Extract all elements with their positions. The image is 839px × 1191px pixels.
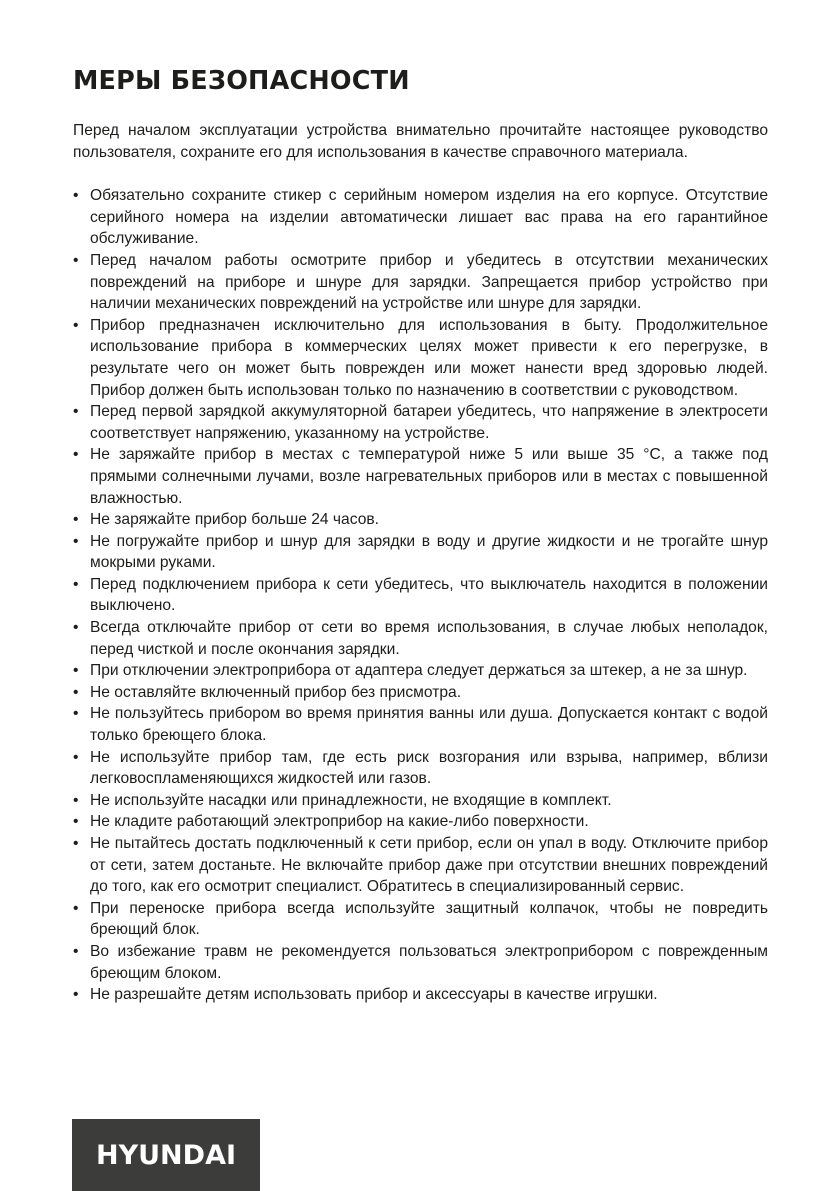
bullet-icon: • (73, 251, 79, 269)
bullet-icon: • (73, 899, 79, 917)
safety-rule-text: Во избежание травм не рекомендуется пользоваться электроприбором с поврежденным бреющим блоком. (90, 942, 768, 982)
safety-rule-item (73, 250, 768, 315)
safety-rule-item (73, 941, 768, 984)
safety-rule-item (73, 747, 768, 790)
bullet-icon: • (73, 683, 79, 701)
safety-rule-item (73, 790, 768, 812)
bullet-icon: • (73, 986, 79, 1004)
safety-rule-item (73, 833, 768, 898)
safety-rule-text: Перед началом работы осмотрите прибор и убедитесь в отсутствии механических повреждений на приборе и шнуре для зарядки. Запрещается прибор устройство при наличии механических повреждений на устройстве или шнуре для зарядки. (90, 251, 768, 313)
safety-rule-text: Не заряжайте прибор в местах с температурой ниже 5 или выше 35 °С, а также под прямыми солнечными лучами, возле нагревательных приборов или в местах с повышенной влажностью. (90, 446, 768, 507)
safety-rule-item (73, 682, 768, 704)
bullet-icon: • (73, 619, 79, 637)
bullet-icon: • (73, 575, 79, 593)
safety-rule-item (73, 617, 768, 660)
safety-rule-item (73, 984, 768, 1006)
bullet-icon: • (73, 662, 79, 680)
safety-rule-text: Не разрешайте детям использовать прибор и аксессуары в качестве игрушки. (90, 986, 658, 1004)
bullet-icon: • (73, 835, 79, 852)
safety-rule-text: Не оставляйте включенный прибор без присмотра. (90, 683, 462, 701)
document-page (73, 62, 768, 1006)
bullet-icon: • (73, 511, 79, 529)
safety-rule-text: Не используйте насадки или принадлежности, не входящие в комплект. (90, 791, 612, 809)
safety-rule-item (73, 898, 768, 941)
safety-rule-text: Не пытайтесь достать подключенный к сети прибор, если он упал в воду. Отключите прибор от сети, затем достаньте. Не включайте прибор даже при отсутствии внешних повреждений до того, как его осмотрит специалист. Обратитесь в специализированный сервис. (90, 835, 768, 896)
safety-rule-text: Не заряжайте прибор больше 24 часов. (90, 511, 379, 529)
safety-rule-text: Не кладите работающий электроприбор на какие-либо поверхности. (90, 813, 589, 831)
brand-logo-text: HYUNDAI (95, 1139, 237, 1171)
bullet-icon: • (73, 942, 79, 960)
safety-rule-text: При переноске прибора всегда используйте защитный колпачок, чтобы не повредить бреющий блок. (90, 899, 768, 939)
bullet-icon: • (73, 316, 79, 334)
bullet-icon: • (73, 187, 79, 205)
safety-rule-text: Не погружайте прибор и шнур для зарядки в воду и другие жидкости и не трогайте шнур мокрыми руками. (90, 532, 768, 572)
safety-rule-item (73, 660, 768, 682)
safety-rule-item (73, 444, 768, 509)
safety-rule-text: Перед подключением прибора к сети убедитесь, что выключатель находится в положении выключено. (90, 575, 768, 615)
page-title: МЕРЫ БЕЗОПАСНОСТИ (73, 66, 410, 96)
safety-rule-text: Не пользуйтесь прибором во время принятия ванны или душа. Допускается контакт с водой только бреющего блока. (90, 705, 768, 745)
safety-rule-text: Прибор предназначен исключительно для использования в быту. Продолжительное использование прибора в коммерческих целях может привести к его перегрузке, в результате чего он может быть поврежден или может нанести вред здоровью людей. Прибор должен быть использован только по назначению в соответствии с руководством. (90, 316, 768, 399)
bullet-icon: • (73, 748, 79, 766)
bullet-icon: • (73, 705, 79, 723)
intro-paragraph: Перед началом эксплуатации устройства внимательно прочитайте настоящее руководство пользователя, сохраните его для использования в качестве справочного материала. (73, 122, 768, 161)
safety-rule-item (73, 185, 768, 250)
bullet-icon: • (73, 403, 79, 421)
safety-rule-item (73, 811, 768, 833)
safety-rule-text: Всегда отключайте прибор от сети во время использования, в случае любых неполадок, перед чисткой и после окончания зарядки. (90, 619, 768, 658)
safety-rule-text: При отключении электроприбора от адаптера следует держаться за штекер, а не за шнур. (90, 662, 748, 680)
brand-logo (72, 1119, 260, 1191)
safety-rule-item (73, 401, 768, 444)
safety-rule-item (73, 703, 768, 746)
safety-rule-item (73, 509, 768, 531)
safety-rule-text: Перед первой зарядкой аккумуляторной батареи убедитесь, что напряжение в электросети соответствует напряжению, указанному на устройстве. (90, 403, 768, 442)
safety-rules-list (73, 185, 768, 1006)
safety-rule-item (73, 315, 768, 401)
bullet-icon: • (73, 813, 79, 831)
safety-rule-item (73, 574, 768, 617)
bullet-icon: • (73, 532, 79, 550)
safety-rule-text: Обязательно сохраните стикер с серийным номером изделия на его корпусе. Отсутствие серийного номера на изделии автоматически лишает вас права на его гарантийное обслуживание. (90, 187, 768, 248)
safety-rule-item (73, 531, 768, 574)
bullet-icon: • (73, 446, 79, 464)
safety-rule-text: Не используйте прибор там, где есть риск возгорания или взрыва, например, вблизи легковоспламеняющихся жидкостей или газов. (90, 748, 768, 788)
bullet-icon: • (73, 791, 79, 809)
